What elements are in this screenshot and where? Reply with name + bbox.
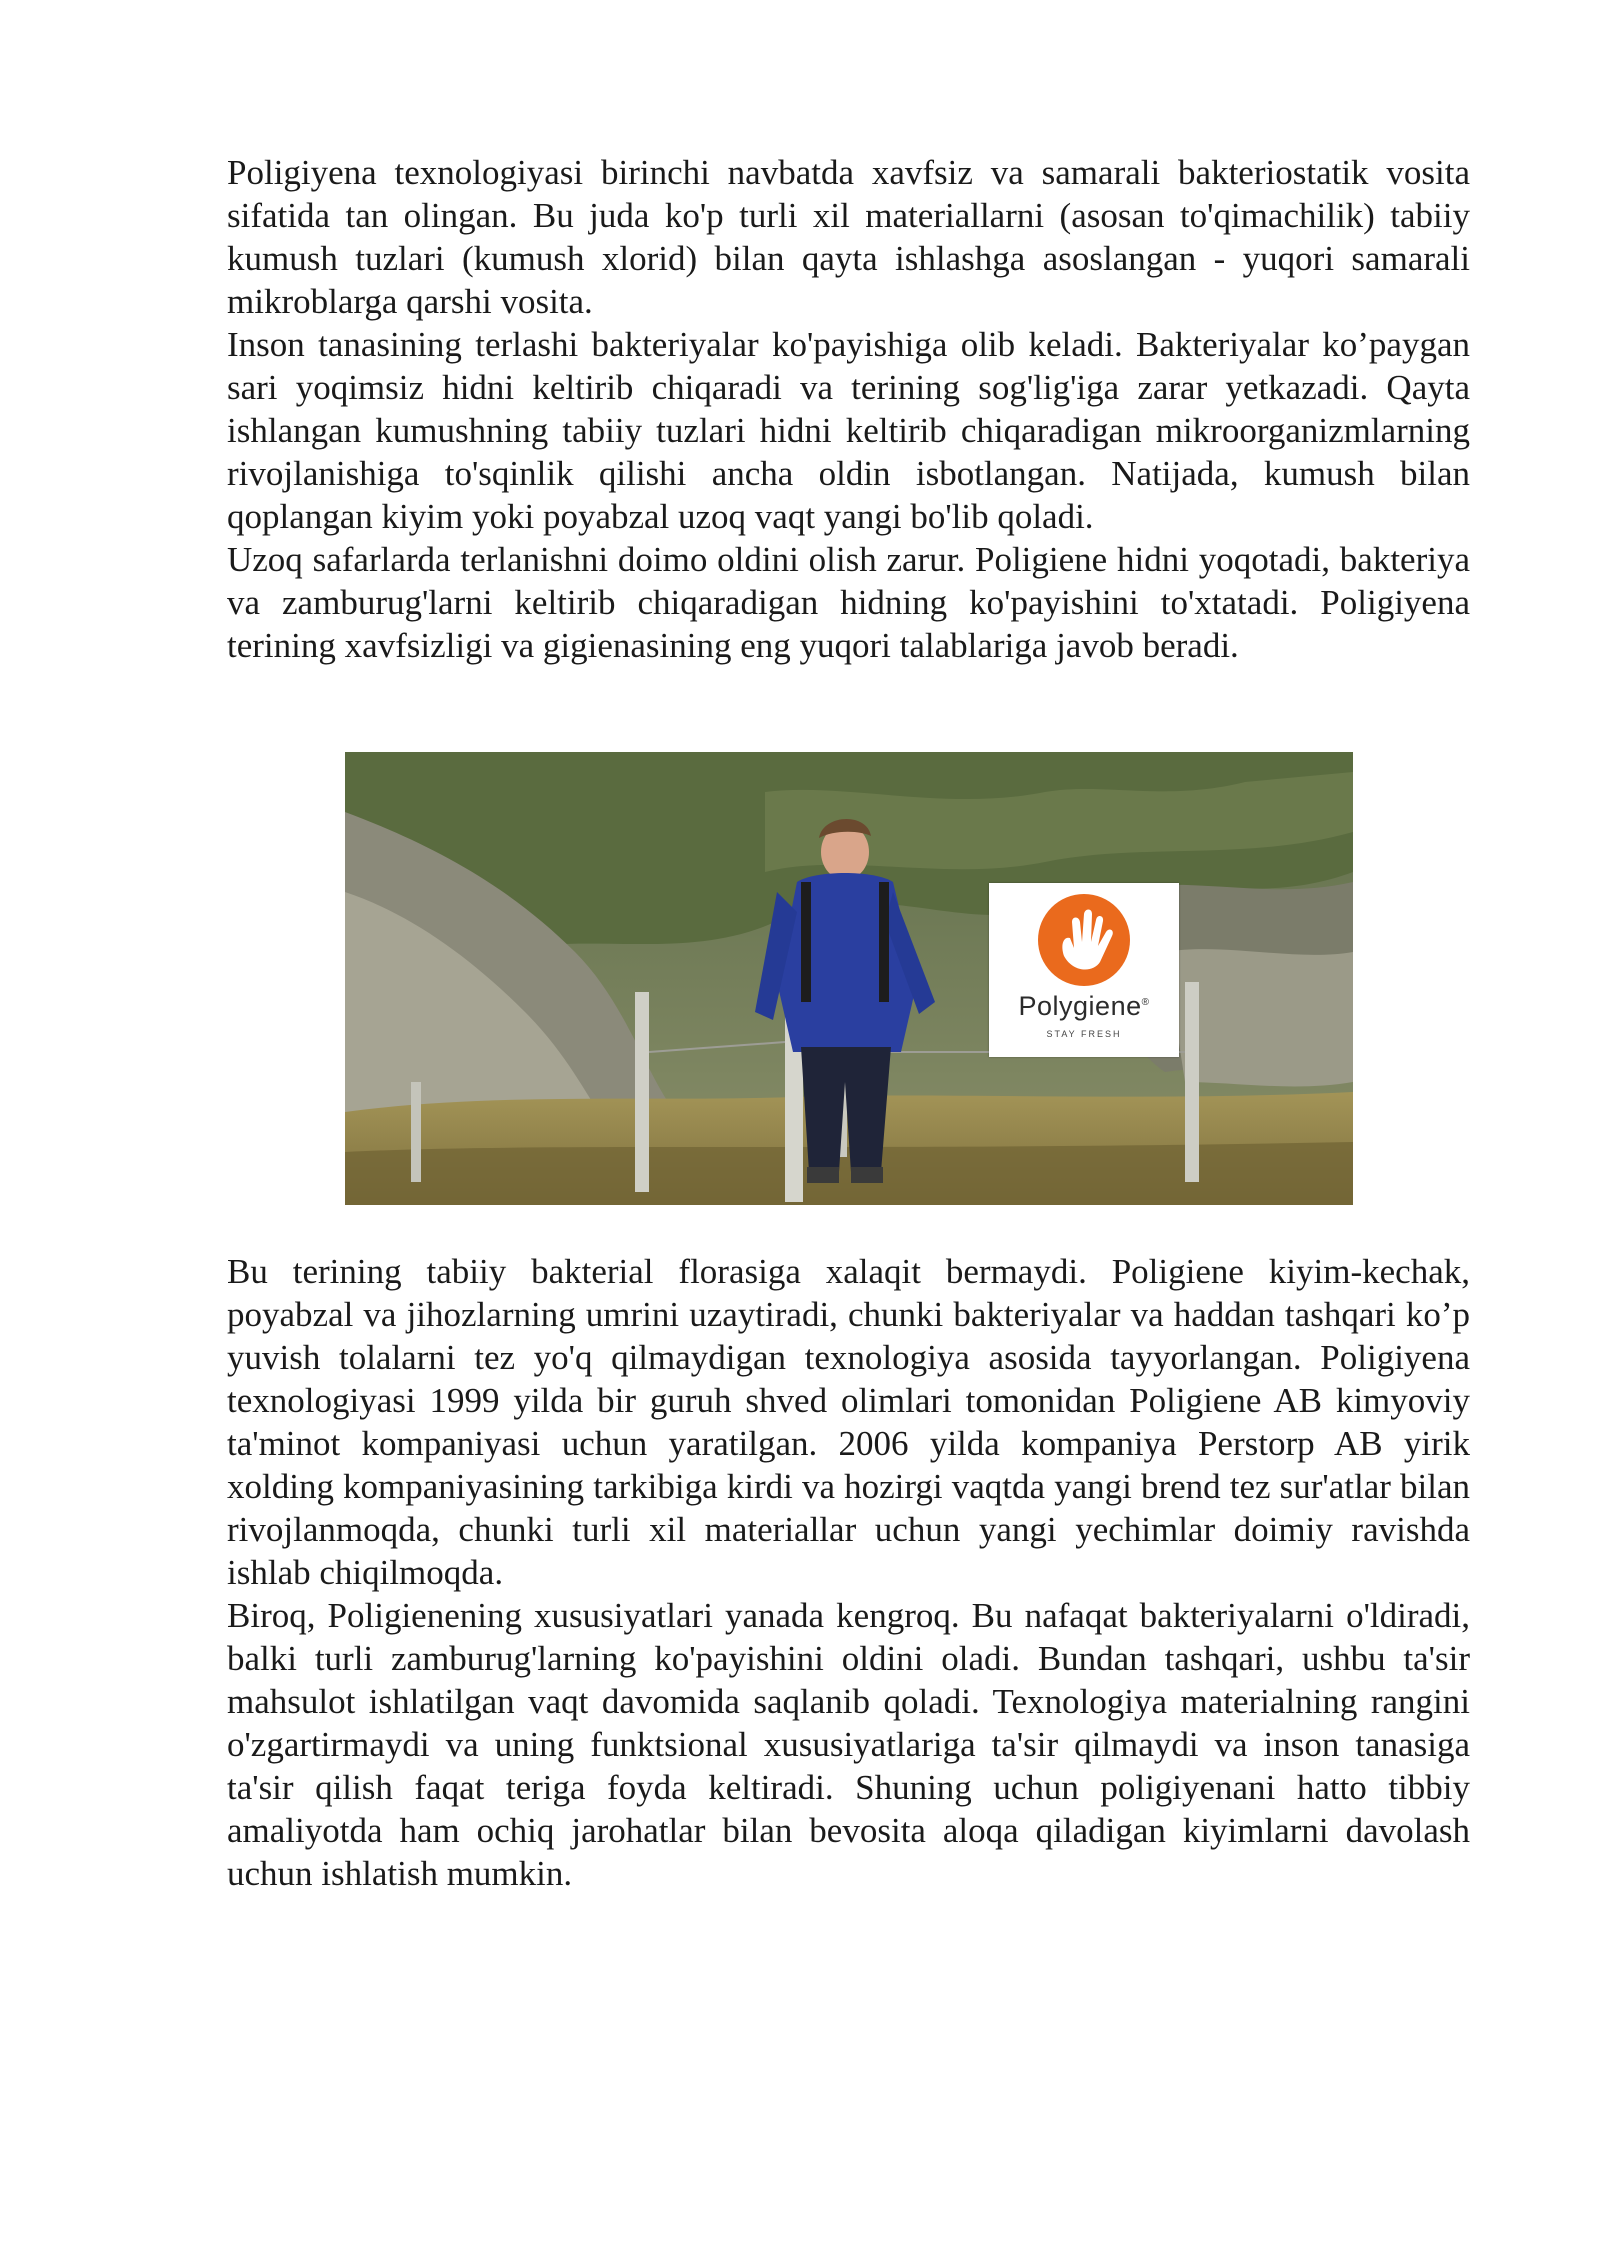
polygiene-logo-card xyxy=(989,883,1179,1057)
hand-logo-icon xyxy=(1034,890,1134,990)
paragraph: Poligiyena texnologiyasi birinchi navbatda xavfsiz va samarali bakteriostatik vosita sifatida tan olingan. Bu juda ko'p turli xil materiallarni (asosan to'qimachilik) tabiiy kumush tuzlari (kumush xlorid) bilan qayta ishlashga asoslangan - yuqori samarali mikroblarga qarshi vosita. xyxy=(227,153,1470,321)
text-section-top xyxy=(227,151,1470,667)
photo-scene xyxy=(345,752,1353,1205)
hiker-photo xyxy=(345,752,1353,1205)
paragraph: Bu terining tabiiy bakterial florasiga xalaqit bermaydi. Poligiene kiyim-kechak, poyabzal va jihozlarning umrini uzaytiradi, chunki bakteriyalar va haddan tashqari ko’p yuvish tolalarni tez yo'q qilmaydigan texnologiya asosida tayyorlangan. Poligiyena texnologiyasi 1999 yilda bir guruh shved olimlari tomonidan Poligiene AB kimyoviy ta'minot kompaniyasi uchun yaratilgan. 2006 yilda kompaniya Perstorp AB yirik xolding kompaniyasining tarkibiga kirdi va hozirgi vaqtda yangi brend tez sur'atlar bilan rivojlanmoqda, chunki turli xil materiallar uchun yangi yechimlar doimiy ravishda ishlab chiqilmoqda. xyxy=(227,1252,1470,1592)
brand-tagline: STAY FRESH xyxy=(1046,1029,1122,1039)
paragraph: Uzoq safarlarda terlanishni doimo oldini olish zarur. Poligiene hidni yoqotadi, bakteriya va zamburug'larni keltirib chiqaradigan hidning ko'payishini to'xtatadi. Poligiyena terining xavfsizligi va gigienasining eng yuqori talablariga javob beradi. xyxy=(227,540,1470,665)
paragraph: Inson tanasining terlashi bakteriyalar ko'payishiga olib keladi. Bakteriyalar ko’paygan sari yoqimsiz hidni keltirib chiqaradi va terining sog'lig'iga zarar yetkazadi. Qayta ishlangan kumushning tabiiy tuzlari hidni keltirib chiqaradigan mikroorganizmlarning rivojlanishiga to'sqinlik qilishi ancha oldin isbotlangan. Natijada, kumush bilan qoplangan kiyim yoki poyabzal uzoq vaqt yangi bo'lib qoladi. xyxy=(227,325,1470,536)
text-section-bottom xyxy=(227,1250,1470,1895)
paragraph: Biroq, Poligienening xususiyatlari yanada kengroq. Bu nafaqat bakteriyalarni o'ldiradi, balki turli zamburug'larning ko'payishini oldini oladi. Bundan tashqari, ushbu ta'sir mahsulot ishlatilgan vaqt davomida saqlanib qoladi. Texnologiya materialning rangini o'zgartirmaydi va uning funktsional xususiyatlariga ta'sir qilmaydi va inson tanasiga ta'sir qilish faqat teriga foyda keltiradi. Shuning uchun poligiyenani hatto tibbiy amaliyotda ham ochiq jarohatlar bilan bevosita aloqa qiladigan kiyimlarni davolash uchun ishlatish mumkin. xyxy=(227,1596,1470,1893)
brand-name: Polygiene® xyxy=(1018,991,1150,1021)
